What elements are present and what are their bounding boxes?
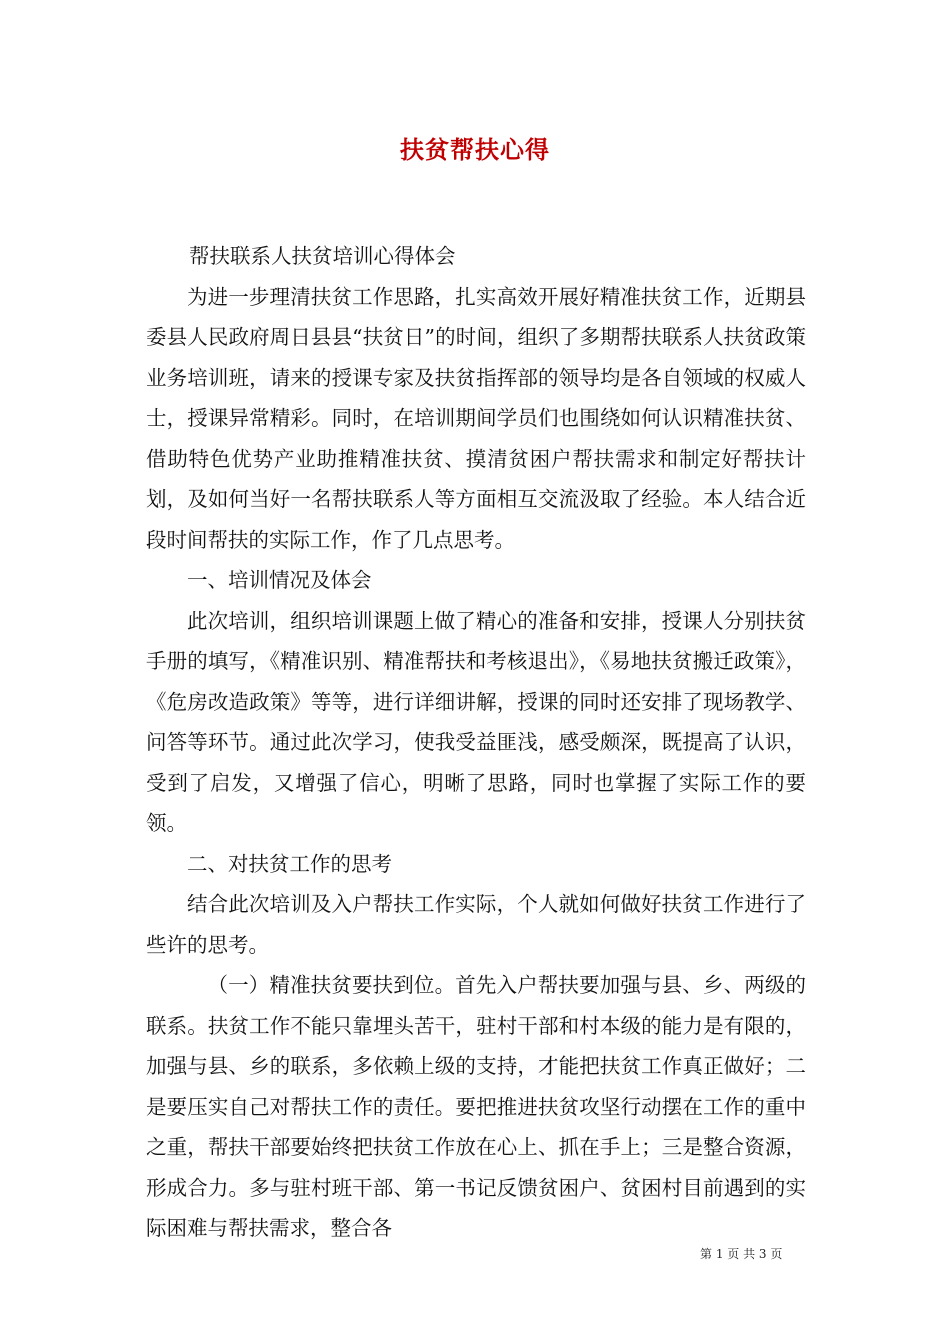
document-subtitle: 帮扶联系人扶贫培训心得体会 [189, 244, 456, 268]
paragraph-training: 此次培训，组织培训课题上做了精心的准备和安排，授课人分别扶贫手册的填写，《精准识别、精准帮扶和考核退出》，《易地扶贫搬迁政策》，《危房改造政策》等等，进行详细讲解，授课的同时还安排了现场教学、问答等环节。通过此次学习，使我受益匪浅，感受颇深，既提高了认识，受到了启发，又增强了信心，明晰了思路，同时也掌握了实际工作的要领。 [146, 608, 806, 835]
document-body [146, 236, 806, 1249]
paragraph-item-1: （一）精准扶贫要扶到位。首先入户帮扶要加强与县、乡、两级的联系。扶贫工作不能只靠埋头苦干，驻村干部和村本级的能力是有限的，加强与县、乡的联系，多依赖上级的支持，才能把扶贫工作真正做好；二是要压实自己对帮扶工作的责任。要把推进扶贫攻坚行动摆在工作的重中之重，帮扶干部要始终把扶贫工作放在心上、抓在手上；三是整合资源，形成合力。多与驻村班干部、第一书记反馈贫困户、贫困村目前遇到的实际困难与帮扶需求，整合各 [146, 973, 806, 1240]
page-number: 第 1 页 共 3 页 [700, 1247, 783, 1261]
paragraph-thoughts: 结合此次培训及入户帮扶工作实际，个人就如何做好扶贫工作进行了些许的思考。 [146, 892, 806, 957]
section-heading-2: 二、对扶贫工作的思考 [187, 851, 392, 876]
page-title: 扶贫帮扶心得 [400, 135, 550, 164]
section-heading-1: 一、培训情况及体会 [187, 568, 372, 592]
paragraph-intro: 为进一步理清扶贫工作思路，扎实高效开展好精准扶贫工作，近期县委县人民政府周日县县“扶贫日”的时间，组织了多期帮扶联系人扶贫政策业务培训班，请来的授课专家及扶贫指挥部的领导均是各自领域的权威人士，授课异常精彩。同时，在培训期间学员们也围绕如何认识精准扶贫、借助特色优势产业助推精准扶贫、摸清贫困户帮扶需求和制定好帮扶计划，及如何当好一名帮扶联系人等方面相互交流汲取了经验。本人结合近段时间帮扶的实际工作，作了几点思考。 [146, 284, 806, 552]
